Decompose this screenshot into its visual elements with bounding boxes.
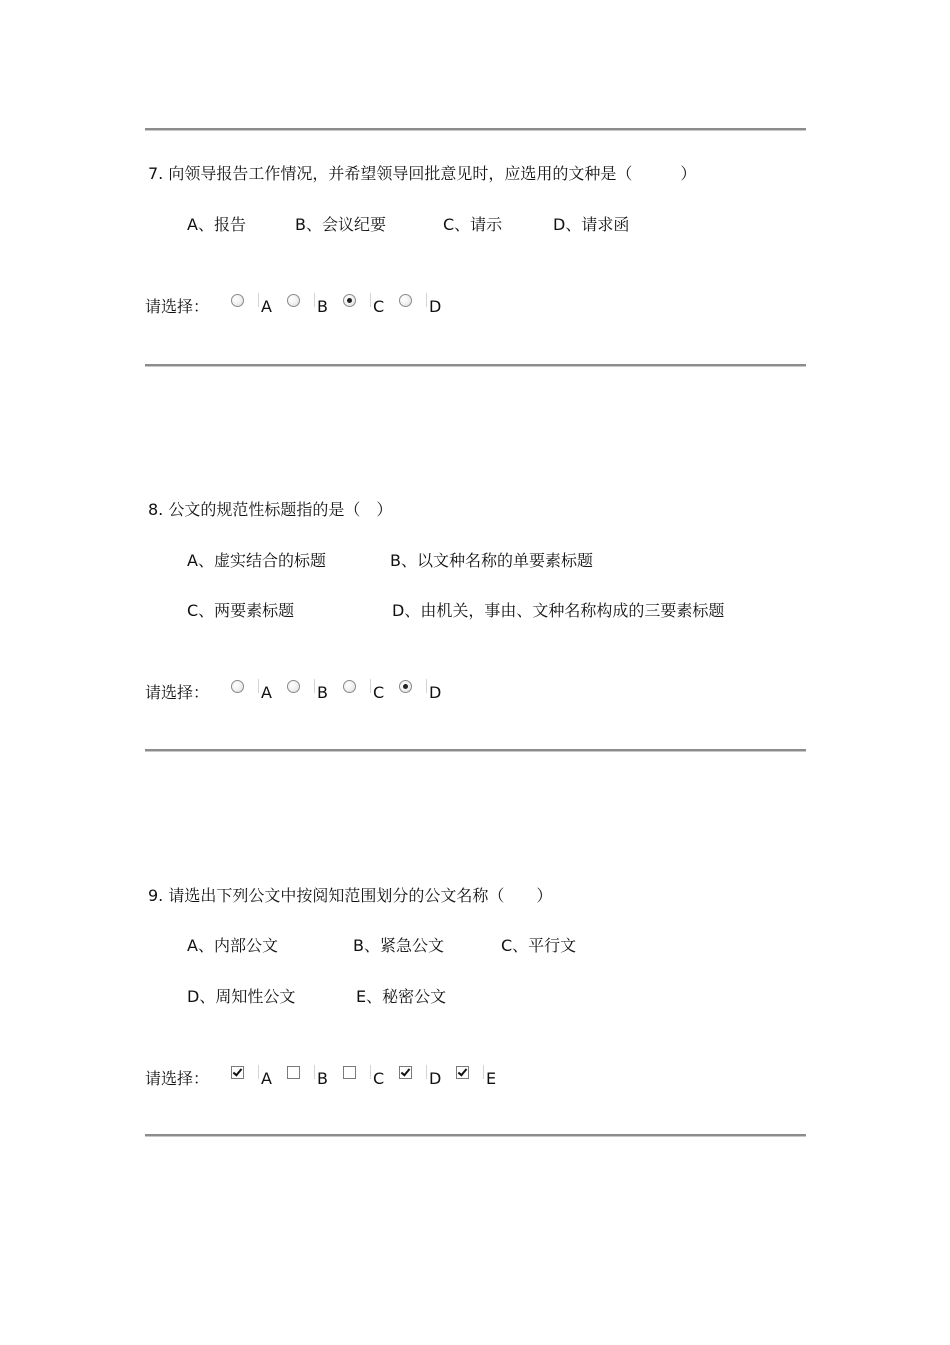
question-8-title: 8. 公文的规范性标题指的是（ ）	[148, 500, 393, 519]
question-9-option-d: D、周知性公文	[187, 987, 296, 1006]
divider	[145, 1134, 806, 1136]
question-7-choice-a[interactable]	[228, 293, 272, 317]
divider	[145, 749, 806, 751]
radio-button[interactable]	[399, 294, 412, 307]
question-8-option-b: B、以文种名称的单要素标题	[390, 551, 593, 570]
radio-button[interactable]	[231, 294, 244, 307]
question-9-choice-b[interactable]	[284, 1065, 328, 1089]
radio-button[interactable]	[287, 294, 300, 307]
question-9-choice-c[interactable]	[340, 1065, 385, 1089]
choice-letter: E	[486, 1069, 497, 1088]
question-7-option-d: D、请求函	[553, 215, 630, 234]
divider	[145, 128, 806, 130]
choice-letter: B	[317, 683, 328, 702]
radio-button[interactable]	[287, 680, 300, 693]
checkbox-checked[interactable]	[231, 1066, 244, 1079]
radio-button-selected[interactable]	[343, 294, 356, 307]
choice-letter: A	[261, 683, 272, 702]
question-9-option-e: E、秘密公文	[356, 987, 447, 1006]
question-9-option-b: B、紧急公文	[353, 936, 444, 955]
checkbox[interactable]	[343, 1066, 356, 1079]
question-8-option-a: A、虚实结合的标题	[187, 551, 326, 570]
question-7-title: 7. 向领导报告工作情况，并希望领导回批意见时，应选用的文种是（ ）	[148, 164, 697, 183]
choice-letter: B	[317, 297, 328, 316]
divider	[145, 364, 806, 366]
question-9-select-label: 请选择：	[145, 1069, 210, 1088]
question-9-title: 9. 请选出下列公文中按阅知范围划分的公文名称（ ）	[148, 886, 553, 905]
checkbox[interactable]	[287, 1066, 300, 1079]
choice-letter: D	[429, 297, 442, 316]
question-7-choice-c[interactable]	[340, 293, 385, 317]
question-9-choice-d[interactable]	[396, 1065, 442, 1089]
question-8-choice-c[interactable]	[340, 679, 385, 703]
question-9-option-a: A、内部公文	[187, 936, 278, 955]
question-8-option-c: C、两要素标题	[187, 601, 295, 620]
question-8-choice-a[interactable]	[228, 679, 272, 703]
radio-button-selected[interactable]	[399, 680, 412, 693]
question-9-choice-e[interactable]	[453, 1065, 497, 1089]
choice-letter: D	[429, 683, 442, 702]
question-7-option-a: A、报告	[187, 215, 246, 234]
radio-button[interactable]	[343, 680, 356, 693]
question-9-option-c: C、平行文	[501, 936, 577, 955]
choice-letter: C	[373, 1069, 385, 1088]
choice-letter: A	[261, 1069, 272, 1088]
question-9-choice-a[interactable]	[228, 1065, 272, 1089]
radio-button[interactable]	[231, 680, 244, 693]
choice-letter: D	[429, 1069, 442, 1088]
choice-letter: A	[261, 297, 272, 316]
question-8-choice-b[interactable]	[284, 679, 328, 703]
choice-letter: C	[373, 297, 385, 316]
question-7-choice-b[interactable]	[284, 293, 328, 317]
checkbox-checked[interactable]	[399, 1066, 412, 1079]
question-7-option-c: C、请示	[443, 215, 503, 234]
choice-letter: B	[317, 1069, 328, 1088]
choice-letter: C	[373, 683, 385, 702]
question-7-choice-d[interactable]	[396, 293, 442, 317]
question-8-option-d: D、由机关，事由、文种名称构成的三要素标题	[392, 601, 725, 620]
question-8-select-label: 请选择：	[145, 683, 210, 702]
question-8-choice-d[interactable]	[396, 679, 442, 703]
question-7-select-label: 请选择：	[145, 297, 210, 316]
question-7-option-b: B、会议纪要	[295, 215, 386, 234]
checkbox-checked[interactable]	[456, 1066, 469, 1079]
